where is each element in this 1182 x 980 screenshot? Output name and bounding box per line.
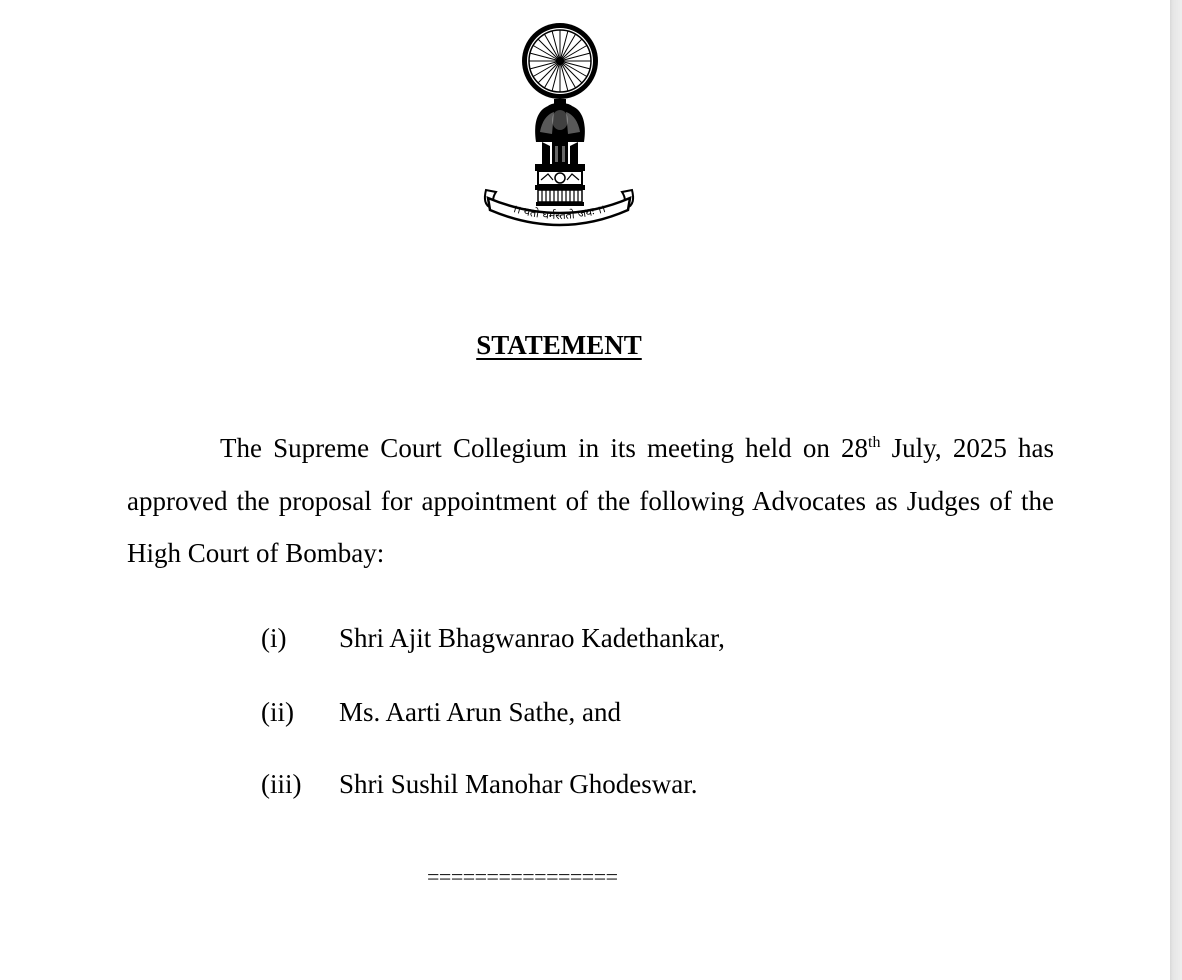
lion-capital-icon — [535, 103, 585, 206]
list-item-name: Shri Sushil Manohar Ghodeswar. — [339, 769, 698, 799]
dharma-chakra-icon — [522, 23, 598, 99]
list-item-number: (ii) — [261, 697, 294, 727]
statement-paragraph — [127, 422, 1054, 580]
page-edge-shadow — [1170, 0, 1182, 980]
document-title: STATEMENT — [476, 330, 642, 360]
paragraph-text-part2: July, 2025 has approved the proposal for appointment of the following Advocates as Judges of the High Court of Bombay: — [127, 433, 1054, 568]
list-item-name: Ms. Aarti Arun Sathe, and — [339, 697, 621, 727]
state-emblem-icon — [478, 22, 640, 232]
list-item-name: Shri Ajit Bhagwanrao Kadethankar, — [339, 623, 725, 653]
paragraph-text-part1: The Supreme Court Collegium in its meeting held on 28 — [220, 433, 869, 463]
list-item-number: (i) — [261, 623, 287, 653]
ordinal-suffix: th — [868, 434, 881, 451]
list-item-number: (iii) — [261, 769, 302, 799]
emblem-motto: ।। यतो धर्मस्ततो जयः ।। — [510, 201, 608, 223]
separator-line: ================ — [427, 864, 618, 889]
